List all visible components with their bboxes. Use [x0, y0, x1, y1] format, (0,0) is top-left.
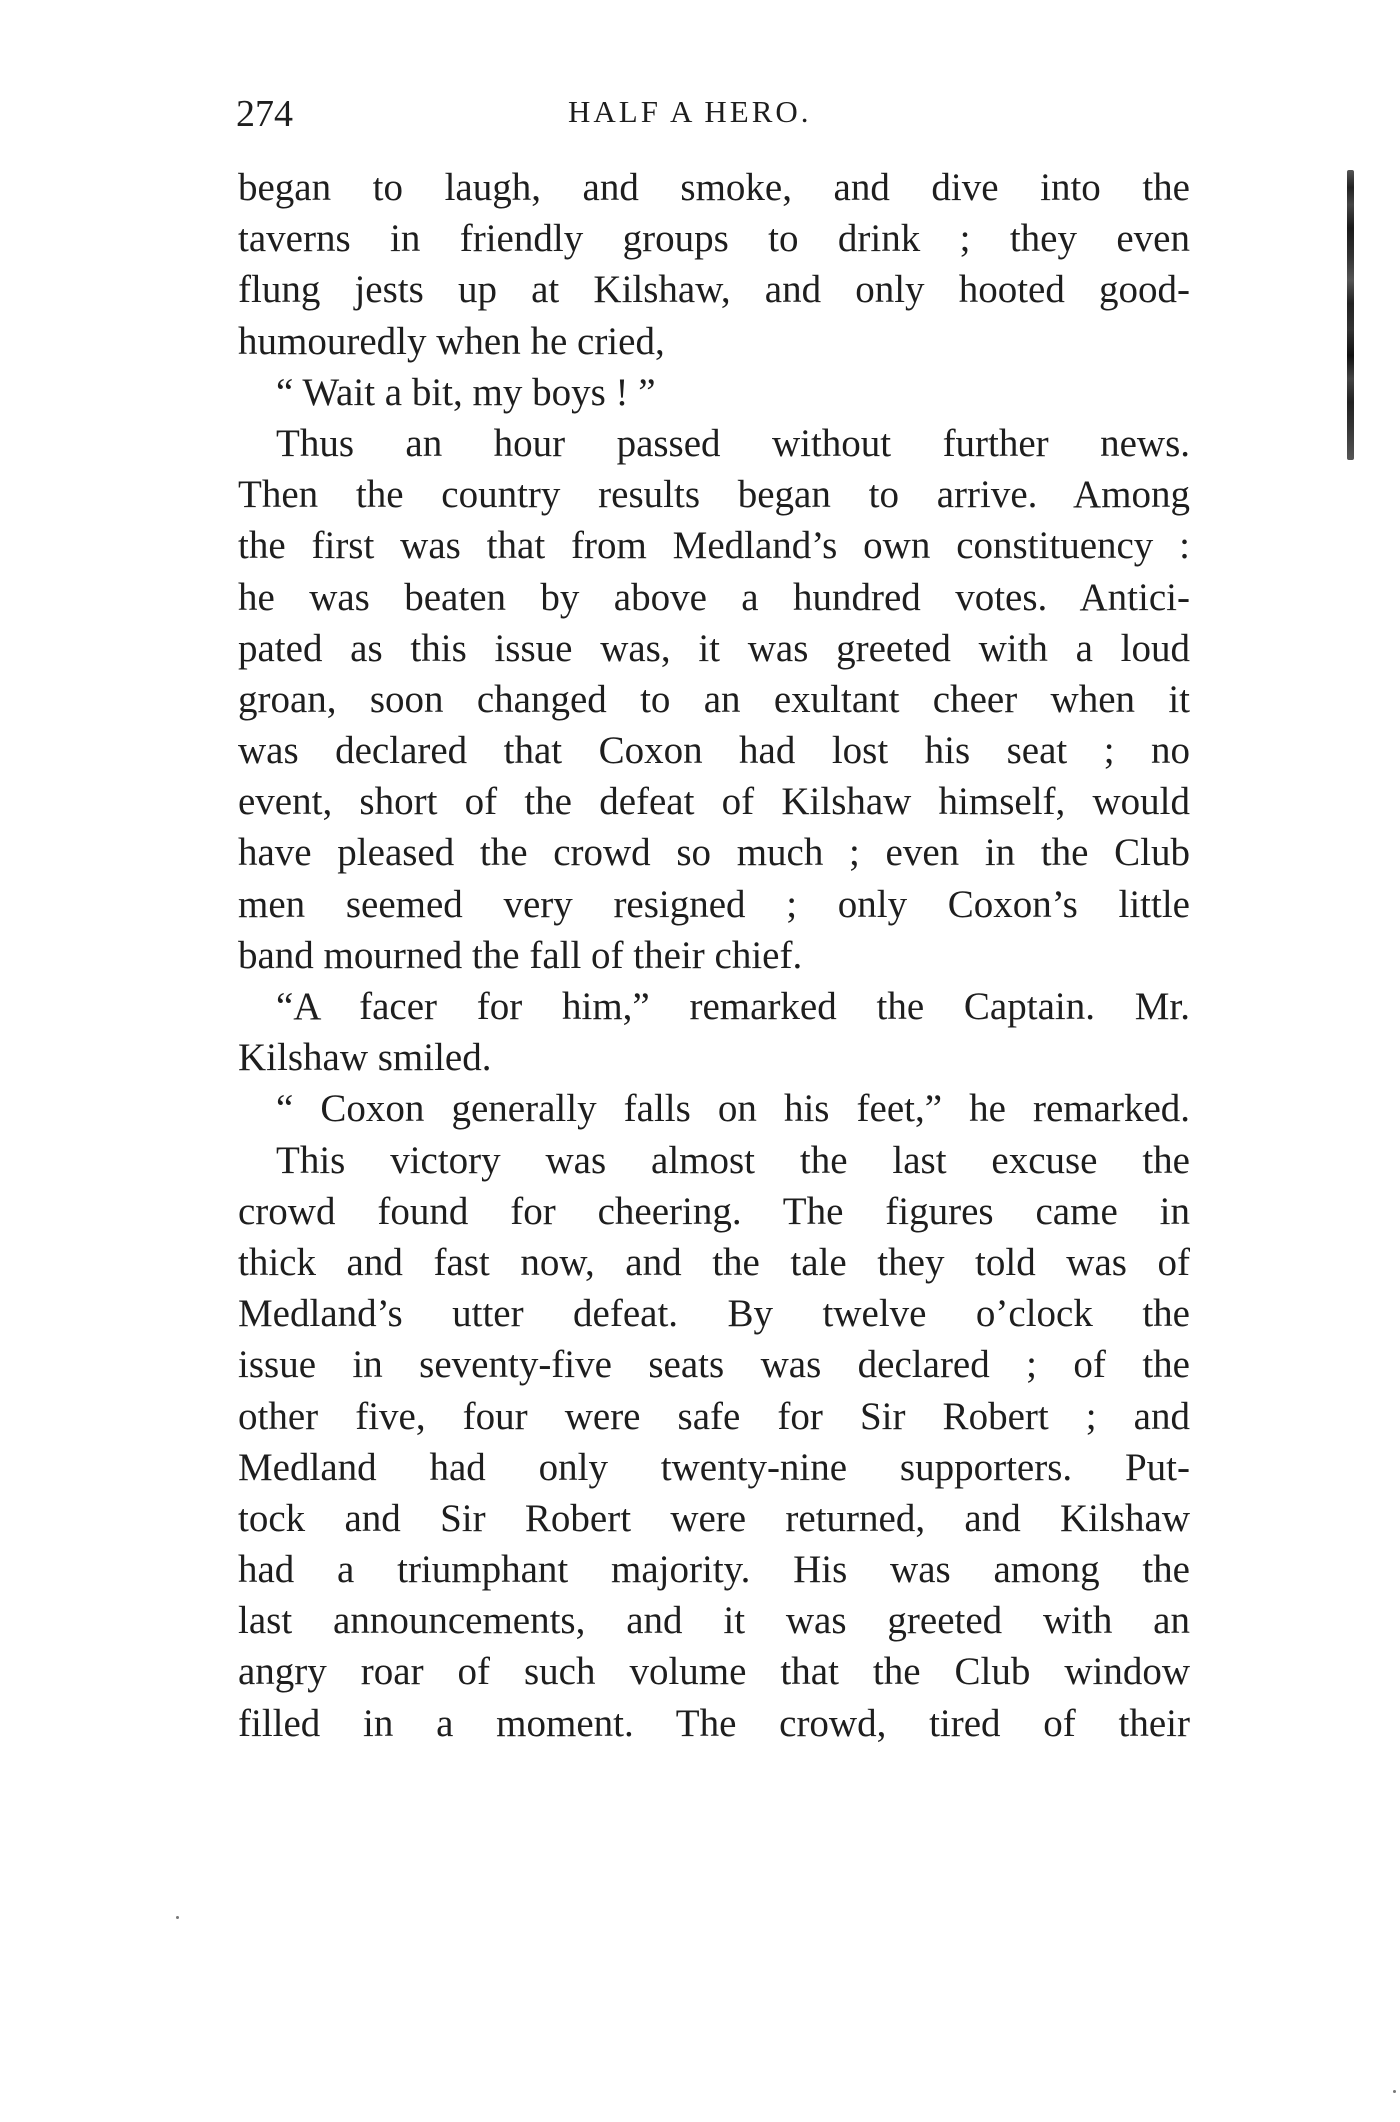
text-line: Thus an hour passed without further news.	[276, 421, 1190, 465]
text-line: tock and Sir Robert were returned, and Kilshaw	[238, 1496, 1190, 1540]
text-line: thick and fast now, and the tale they told was of	[238, 1240, 1190, 1284]
text-line: the first was that from Medland’s own constituency :	[238, 524, 1190, 568]
text-line: issue in seventy-five seats was declared ; of the	[238, 1343, 1190, 1387]
paper-speck	[176, 1916, 179, 1919]
binding-edge-mark	[1347, 170, 1354, 460]
text-line: was declared that Coxon had lost his seat ; no	[238, 729, 1190, 773]
text-line: humouredly when he cried,	[238, 319, 665, 363]
text-line: pated as this issue was, it was greeted with a loud	[238, 626, 1190, 670]
text-line: angry roar of such volume that the Club window	[238, 1650, 1190, 1694]
running-title: HALF A HERO.	[568, 94, 812, 129]
text-line: taverns in friendly groups to drink ; they even	[238, 217, 1190, 261]
text-line: other five, four were safe for Sir Robert ; and	[238, 1394, 1190, 1438]
text-line: groan, soon changed to an exultant cheer when it	[238, 677, 1190, 721]
text-line: began to laugh, and smoke, and dive into the	[238, 166, 1190, 209]
body-text	[238, 162, 1190, 1749]
page-number: 274	[236, 93, 293, 135]
text-line: Medland’s utter defeat. By twelve o’clock the	[238, 1292, 1190, 1336]
text-line: Kilshaw smiled.	[238, 1036, 492, 1080]
text-line: This victory was almost the last excuse the	[276, 1138, 1190, 1182]
text-line: flung jests up at Kilshaw, and only hooted good-	[238, 268, 1190, 312]
text-line: event, short of the defeat of Kilshaw himself, would	[238, 780, 1190, 824]
text-line: “ Coxon generally falls on his feet,” he remarked.	[276, 1087, 1190, 1131]
text-line: last announcements, and it was greeted with an	[238, 1599, 1190, 1643]
text-line: crowd found for cheering. The figures came in	[238, 1189, 1190, 1233]
text-line: band mourned the fall of their chief.	[238, 933, 803, 977]
text-line: Then the country results began to arrive. Among	[238, 473, 1190, 517]
text-line: “ Wait a bit, my boys ! ”	[276, 370, 656, 414]
text-line: Medland had only twenty-nine supporters. Put-	[238, 1445, 1190, 1489]
text-line: had a triumphant majority. His was among the	[238, 1548, 1190, 1592]
text-line: have pleased the crowd so much ; even in the Club	[238, 831, 1190, 875]
text-line: men seemed very resigned ; only Coxon’s little	[238, 882, 1190, 926]
paper-speck	[1393, 2090, 1396, 2093]
text-line: he was beaten by above a hundred votes. Antici-	[238, 575, 1190, 619]
running-head	[236, 92, 1186, 138]
text-line: filled in a moment. The crowd, tired of their	[238, 1701, 1190, 1745]
text-line: “A facer for him,” remarked the Captain. Mr.	[276, 985, 1190, 1028]
